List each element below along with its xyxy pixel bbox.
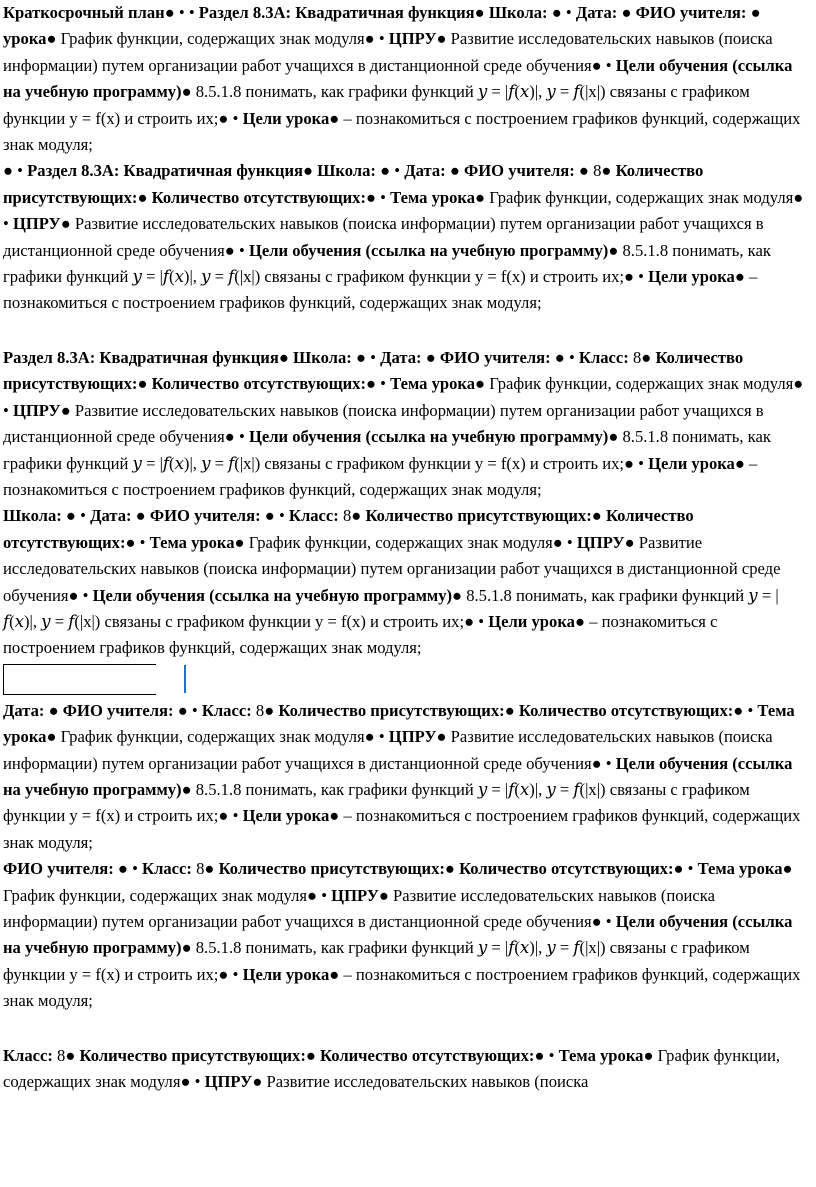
paragraph-7: ФИО учителя: ● • Класс: 8● Количество присутствующих:● Количество отсутствующих:● • Тема урока● График функции, содержащих знак модуля● • ЦПРУ● Развитие исследовательских навыков (поиска информации) путем организации работ учащихся в дистанционной среде обучения● • Цели обучения (ссылка на учебную программу)● 8.5.1.8 понимать, как графики функций 𝑦 = |𝑓(𝑥)|, 𝑦 = 𝑓(|x|) связаны с графиком функции y = f(x) и строить их;● • Цели урока● – познакомиться с построением графиков функций, содержащих знак модуля;: [3, 859, 801, 1011]
paragraph-5: Школа: ● • Дата: ● ФИО учителя: ● • Класс: 8● Количество присутствующих:● Количество отсутствующих:● • Тема урока● График функции, содержащих знак модуля● • ЦПРУ● Развитие исследовательских навыков (поиска информации) путем организации работ учащихся в дистанционной среде обучения● • Цели обучения (ссылка на учебную программу)● 8.5.1.8 понимать, как графики функций 𝑦 = |𝑓(𝑥)|, 𝑦 = 𝑓(|x|) связаны с графиком функции y = f(x) и строить их;● • Цели урока● – познакомиться с построением графиков функций, содержащих знак модуля;: [3, 506, 781, 658]
empty-text-box[interactable]: [3, 664, 156, 695]
blank-line: [3, 1015, 812, 1043]
paragraph-6: Дата: ● ФИО учителя: ● • Класс: 8● Количество присутствующих:● Количество отсутствующих:● • Тема урока● График функции, содержащих знак модуля● • ЦПРУ● Развитие исследовательских навыков (поиска информации) путем организации работ учащихся в дистанционной среде обучения● • Цели обучения (ссылка на учебную программу)● 8.5.1.8 понимать, как графики функций 𝑦 = |𝑓(𝑥)|, 𝑦 = 𝑓(|x|) связаны с графиком функции y = f(x) и строить их;● • Цели урока● – познакомиться с построением графиков функций, содержащих знак модуля;: [3, 700, 801, 852]
text-cursor: [184, 665, 186, 693]
paragraph-2: урока● График функции, содержащих знак модуля● • ЦПРУ● Развитие исследовательских навыков (поиска информации) путем организации работ учащихся в дистанционной среде обучения● • Цели обучения (ссылка на учебную программу)● 8.5.1.8 понимать, как графики функций 𝑦 = |𝑓(𝑥)|, 𝑦 = 𝑓(|x|) связаны с графиком функции y = f(x) и строить их;● • Цели урока● – познакомиться с построением графиков функций, содержащих знак модуля;: [3, 29, 801, 155]
paragraph-4: Раздел 8.3А: Квадратичная функция● Школа: ● • Дата: ● ФИО учителя: ● • Класс: 8● Количество присутствующих:● Количество отсутствующих:● • Тема урока● График функции, содержащих знак модуля● • ЦПРУ● Развитие исследовательских навыков (поиска информации) путем организации работ учащихся в дистанционной среде обучения● • Цели обучения (ссылка на учебную программу)● 8.5.1.8 понимать, как графики функций 𝑦 = |𝑓(𝑥)|, 𝑦 = 𝑓(|x|) связаны с графиком функции y = f(x) и строить их;● • Цели урока● – познакомиться с построением графиков функций, содержащих знак модуля;: [3, 347, 804, 499]
paragraph-3: ● • Раздел 8.3А: Квадратичная функция● Школа: ● • Дата: ● ФИО учителя: ● 8● Количество присутствующих:● Количество отсутствующих:● • Тема урока● График функции, содержащих знак модуля● • ЦПРУ● Развитие исследовательских навыков (поиска информации) путем организации работ учащихся в дистанционной среде обучения● • Цели обучения (ссылка на учебную программу)● 8.5.1.8 понимать, как графики функций 𝑦 = |𝑓(𝑥)|, 𝑦 = 𝑓(|x|) связаны с графиком функции y = f(x) и строить их;● • Цели урока● – познакомиться с построением графиков функций, содержащих знак модуля;: [3, 161, 804, 313]
inline-object-row: [3, 662, 812, 698]
paragraph-1: Краткосрочный план● • • Раздел 8.3А: Квадратичная функция● Школа: ● • Дата: ● ФИО учителя: ●: [3, 3, 761, 22]
blank-line: [3, 317, 812, 345]
paragraph-8: Класс: 8● Количество присутствующих:● Количество отсутствующих:● • Тема урока● График функции, содержащих знак модуля● • ЦПРУ● Развитие исследовательских навыков (поиска: [3, 1045, 781, 1092]
